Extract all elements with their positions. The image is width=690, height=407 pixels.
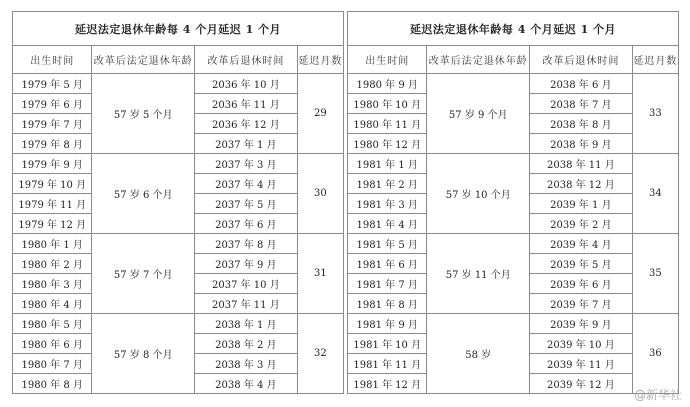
age-cell: 57 岁 9 个月 [427,74,530,154]
age-cell: 57 岁 11 个月 [427,234,530,314]
header-retirement-age: 改革后法定退休年龄 [427,46,530,74]
age-cell: 57 岁 8 个月 [92,314,195,394]
header-delay-months: 延迟月数 [297,46,343,74]
retirement-table-right [347,11,679,394]
retire-cell: 2038 年 7 月 [530,94,633,114]
birth-cell: 1981 年 8 月 [348,294,427,314]
retire-cell: 2037 年 5 月 [195,194,298,214]
birth-cell: 1981 年 10 月 [348,334,427,354]
age-cell: 57 岁 6 个月 [92,154,195,234]
left-table-panel [12,11,344,394]
birth-cell: 1981 年 12 月 [348,374,427,394]
birth-cell: 1980 年 11 月 [348,114,427,134]
retire-cell: 2037 年 4 月 [195,174,298,194]
retire-cell: 2037 年 11 月 [195,294,298,314]
birth-cell: 1979 年 10 月 [13,174,92,194]
birth-cell: 1980 年 8 月 [13,374,92,394]
birth-cell: 1980 年 12 月 [348,134,427,154]
retire-cell: 2038 年 1 月 [195,314,298,334]
age-cell: 57 岁 10 个月 [427,154,530,234]
retire-cell: 2039 年 7 月 [530,294,633,314]
delay-cell: 29 [297,74,343,154]
birth-cell: 1981 年 7 月 [348,274,427,294]
delay-cell: 34 [632,154,678,234]
header-retirement-age: 改革后法定退休年龄 [92,46,195,74]
delay-cell: 31 [297,234,343,314]
delay-cell: 30 [297,154,343,234]
retirement-table-left [12,11,344,394]
retire-cell: 2039 年 4 月 [530,234,633,254]
age-cell: 57 岁 7 个月 [92,234,195,314]
birth-cell: 1979 年 6 月 [13,94,92,114]
retire-cell: 2037 年 3 月 [195,154,298,174]
retire-cell: 2039 年 2 月 [530,214,633,234]
birth-cell: 1981 年 11 月 [348,354,427,374]
retire-cell: 2038 年 12 月 [530,174,633,194]
table-title: 延迟法定退休年龄每 4 个月延迟 1 个月 [13,12,344,46]
retire-cell: 2036 年 11 月 [195,94,298,114]
retire-cell: 2039 年 6 月 [530,274,633,294]
birth-cell: 1979 年 5 月 [13,74,92,94]
birth-cell: 1981 年 3 月 [348,194,427,214]
delay-cell: 36 [632,314,678,394]
retire-cell: 2037 年 9 月 [195,254,298,274]
retire-cell: 2038 年 4 月 [195,374,298,394]
header-birth-time: 出生时间 [348,46,427,74]
birth-cell: 1980 年 7 月 [13,354,92,374]
watermark-text: @新华社 [633,388,682,402]
birth-cell: 1979 年 7 月 [13,114,92,134]
retire-cell: 2038 年 6 月 [530,74,633,94]
birth-cell: 1979 年 8 月 [13,134,92,154]
birth-cell: 1980 年 1 月 [13,234,92,254]
birth-cell: 1981 年 1 月 [348,154,427,174]
retire-cell: 2036 年 10 月 [195,74,298,94]
retire-cell: 2037 年 8 月 [195,234,298,254]
birth-cell: 1980 年 5 月 [13,314,92,334]
age-cell: 57 岁 5 个月 [92,74,195,154]
header-retirement-time: 改革后退休时间 [530,46,633,74]
birth-cell: 1981 年 6 月 [348,254,427,274]
retire-cell: 2038 年 9 月 [530,134,633,154]
retire-cell: 2036 年 12 月 [195,114,298,134]
right-table-panel [347,11,679,394]
retire-cell: 2039 年 5 月 [530,254,633,274]
birth-cell: 1980 年 4 月 [13,294,92,314]
table-title: 延迟法定退休年龄每 4 个月延迟 1 个月 [348,12,679,46]
birth-cell: 1979 年 9 月 [13,154,92,174]
birth-cell: 1980 年 6 月 [13,334,92,354]
retire-cell: 2039 年 11 月 [530,354,633,374]
birth-cell: 1981 年 5 月 [348,234,427,254]
retire-cell: 2037 年 6 月 [195,214,298,234]
delay-cell: 32 [297,314,343,394]
delay-cell: 35 [632,234,678,314]
birth-cell: 1979 年 12 月 [13,214,92,234]
birth-cell: 1981 年 9 月 [348,314,427,334]
retire-cell: 2037 年 1 月 [195,134,298,154]
retire-cell: 2039 年 12 月 [530,374,633,394]
birth-cell: 1980 年 2 月 [13,254,92,274]
retire-cell: 2038 年 2 月 [195,334,298,354]
birth-cell: 1979 年 11 月 [13,194,92,214]
retire-cell: 2039 年 9 月 [530,314,633,334]
retire-cell: 2037 年 10 月 [195,274,298,294]
delay-cell: 33 [632,74,678,154]
birth-cell: 1980 年 3 月 [13,274,92,294]
birth-cell: 1980 年 10 月 [348,94,427,114]
birth-cell: 1981 年 2 月 [348,174,427,194]
header-retirement-time: 改革后退休时间 [195,46,298,74]
birth-cell: 1980 年 9 月 [348,74,427,94]
retire-cell: 2039 年 1 月 [530,194,633,214]
retire-cell: 2038 年 8 月 [530,114,633,134]
header-birth-time: 出生时间 [13,46,92,74]
header-delay-months: 延迟月数 [632,46,678,74]
age-cell: 58 岁 [427,314,530,394]
retire-cell: 2038 年 11 月 [530,154,633,174]
retire-cell: 2038 年 3 月 [195,354,298,374]
birth-cell: 1981 年 4 月 [348,214,427,234]
retire-cell: 2039 年 10 月 [530,334,633,354]
